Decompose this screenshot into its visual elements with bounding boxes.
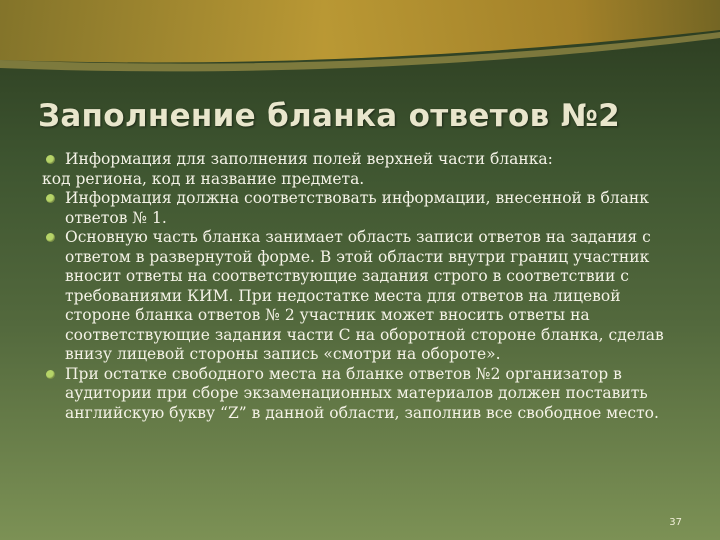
bullet-dot-icon — [46, 370, 55, 379]
bullet-item — [44, 365, 690, 424]
bullet-text: При остатке свободного места на бланке ответов №2 организатор в аудитории при сборе экзаменационных материалов должен поставить английскую букву “Z” в данной области, заполнив все свободное место. — [65, 364, 659, 422]
bullet-item — [44, 150, 690, 170]
bullet-dot-icon — [46, 233, 55, 242]
bullet-item — [44, 189, 690, 228]
bullet-text: Информация должна соответствовать информации, внесенной в бланк ответов № 1. — [65, 189, 649, 227]
bullet-text: Основную часть бланка занимает область записи ответов на задания с ответом в развернутой форме. В этой области внутри границ участник вносит ответы на соответствующие задания строго в соответствии с требованиями КИМ. При недостатке места для ответов на лицевой стороне бланка ответов № 2 участник может вносить ответы на соответствующие задания части С на оборотной стороне бланка, сделав внизу лицевой стороны запись «смотри на обороте». — [65, 228, 664, 363]
slide-title: Заполнение бланка ответов №2 — [38, 98, 621, 134]
bullet-item — [44, 228, 690, 365]
bullet-dot-icon — [46, 155, 55, 164]
bullet-continuation: код региона, код и название предмета. — [42, 169, 365, 188]
page-number: 37 — [669, 517, 682, 528]
slide-body — [44, 150, 690, 423]
bullet-text: Информация для заполнения полей верхней части бланка: — [65, 150, 553, 168]
bullet-dot-icon — [46, 194, 55, 203]
decorative-top-band — [0, 0, 720, 90]
